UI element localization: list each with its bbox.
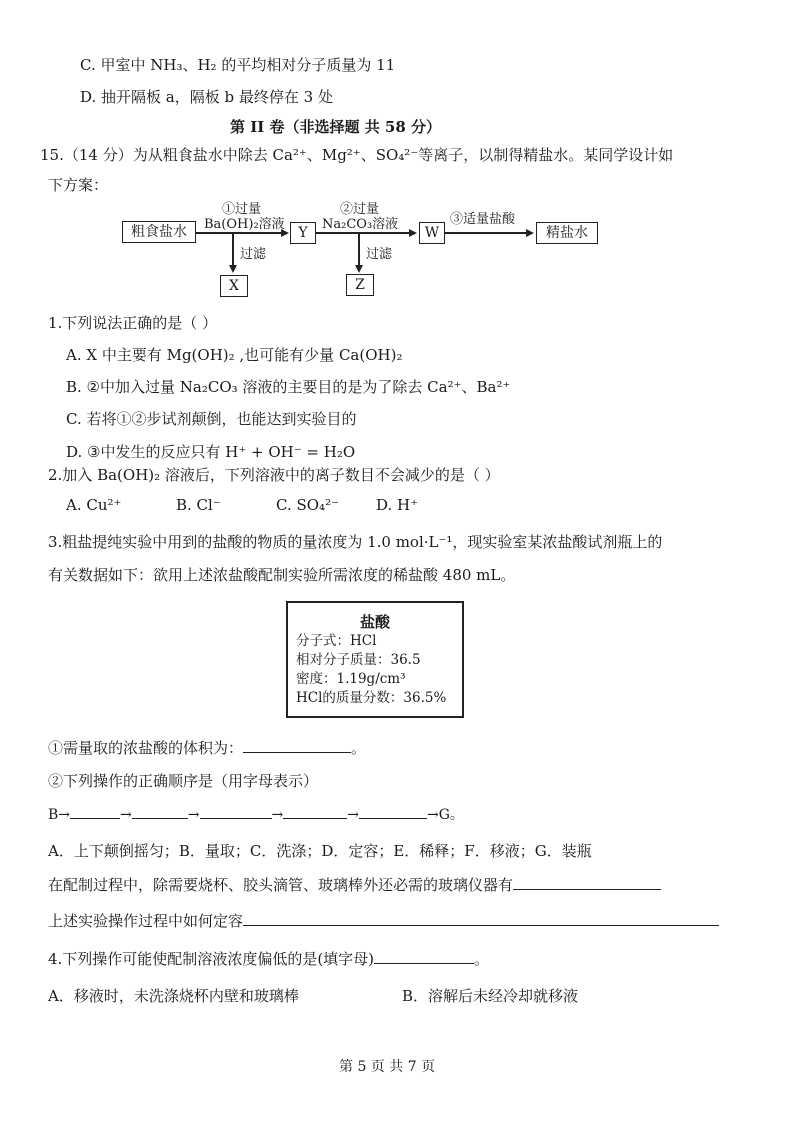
q4-stem-end: 。 — [474, 950, 490, 968]
prev-option-c: C. 甲室中 NH₃、H₂ 的平均相对分子质量为 11 — [80, 56, 396, 74]
flow-step1-reagent: Ba(OH)₂溶液 — [204, 217, 285, 232]
flow-start-box: 粗食盐水 — [122, 221, 196, 243]
dingrong-line — [48, 910, 719, 931]
flow-arrowhead-3 — [526, 229, 534, 237]
flow-arrowhead-2 — [409, 229, 417, 237]
flow-filter-line-2 — [358, 232, 360, 266]
flow-end-box: 精盐水 — [536, 222, 598, 244]
reagent-label-card — [286, 601, 464, 718]
q4-option-a: A．移液时，未洗涤烧杯内壁和玻璃棒 — [48, 987, 299, 1005]
seq-arrow-1: → — [120, 807, 132, 823]
q1-option-d: D. ③中发生的反应只有 H⁺ + OH⁻ = H₂O — [66, 443, 356, 461]
seq-blank-2[interactable] — [132, 804, 188, 819]
seq-end: →G。 — [426, 807, 464, 823]
flow-arrow-2 — [316, 232, 410, 234]
label-density: 密度：1.19g/cm³ — [296, 671, 406, 687]
seq-start: B→ — [48, 807, 71, 823]
seq-arrow-3: → — [271, 807, 284, 823]
dingrong-blank[interactable] — [243, 911, 719, 926]
q4-stem: 4.下列操作可能使配制溶液浓度偏低的是(填字母) — [48, 950, 375, 968]
flow-filter-arrowhead-1 — [229, 265, 237, 273]
q1-stem: 1.下列说法正确的是（ ） — [48, 314, 218, 332]
seq-arrow-4: → — [347, 807, 359, 823]
q4-stem-line — [48, 948, 489, 969]
q1-option-a: A. X 中主要有 Mg(OH)₂ ,也可能有少量 Ca(OH)₂ — [66, 346, 403, 364]
page-footer: 第 5 页 共 7 页 — [339, 1059, 436, 1075]
flow-step1-top: ①过量 — [222, 202, 262, 217]
flow-filter-arrowhead-2 — [355, 265, 363, 273]
q3-stem-line2: 有关数据如下：欲用上述浓盐酸配制实验所需浓度的稀盐酸 480 mL。 — [48, 566, 516, 584]
q2-option-c: C. SO₄²⁻ — [276, 496, 339, 514]
glassware-blank[interactable] — [513, 875, 661, 890]
label-mass-fraction: HCl的质量分数：36.5% — [296, 690, 447, 706]
q3-part2: ②下列操作的正确顺序是（用字母表示） — [48, 772, 319, 790]
flow-y-box: Y — [290, 222, 316, 244]
q1-option-b: B. ②中加入过量 Na₂CO₃ 溶液的主要目的是为了除去 Ca²⁺、Ba²⁺ — [66, 378, 511, 396]
flow-step3-label: ③适量盐酸 — [450, 212, 516, 227]
q3-part1-end: 。 — [351, 739, 367, 757]
flow-filter-label-2: 过滤 — [366, 247, 393, 262]
seq-blank-5[interactable] — [359, 804, 427, 819]
label-title: 盐酸 — [359, 613, 390, 631]
section-title: 第 II 卷（非选择题 共 58 分） — [230, 118, 442, 136]
q4-blank[interactable] — [374, 949, 474, 964]
label-molar-mass: 相对分子质量：36.5 — [296, 652, 421, 668]
flow-arrow-1 — [196, 232, 282, 234]
q15-stem-line2: 下方案： — [48, 176, 109, 194]
q2-option-a: A. Cu²⁺ — [66, 496, 122, 514]
operations-list: A．上下颠倒摇匀；B．量取；C．洗涤；D．定容；E．稀释；F．移液；G．装瓶 — [48, 842, 592, 860]
glassware-text: 在配制过程中，除需要烧杯、胶头滴管、玻璃棒外还必需的玻璃仪器有 — [48, 876, 514, 894]
q1-option-c: C. 若将①②步试剂颠倒，也能达到实验目的 — [66, 410, 357, 428]
flow-x-box: X — [220, 275, 248, 297]
glassware-line — [48, 874, 661, 895]
q3-stem-line1: 3.粗盐提纯实验中用到的盐酸的物质的量浓度为 1.0 mol·L⁻¹，现实验室某浓盐酸试剂瓶上的 — [48, 533, 663, 551]
dingrong-text: 上述实验操作过程中如何定容 — [48, 912, 244, 930]
seq-blank-1[interactable] — [70, 804, 120, 819]
flow-w-box: W — [419, 222, 445, 244]
q4-option-b: B．溶解后未经冷却就移液 — [402, 987, 579, 1005]
q15-stem-line1: 15.（14 分）为从粗食盐水中除去 Ca²⁺、Mg²⁺、SO₄²⁻等离子，以制得精盐水。某同学设计如 — [40, 146, 674, 164]
flow-z-box: Z — [346, 274, 374, 296]
sequence-row — [48, 804, 464, 824]
prev-option-d: D. 抽开隔板 a，隔板 b 最终停在 3 处 — [80, 88, 333, 106]
q2-option-d: D. H⁺ — [376, 496, 419, 514]
seq-blank-4[interactable] — [283, 804, 347, 819]
q3-part1-text: ①需量取的浓盐酸的体积为： — [48, 739, 244, 757]
q2-option-b: B. Cl⁻ — [176, 496, 221, 514]
flow-step2-top: ②过量 — [340, 202, 380, 217]
q2-stem: 2.加入 Ba(OH)₂ 溶液后，下列溶液中的离子数目不会减少的是（ ） — [48, 466, 500, 484]
seq-blank-3[interactable] — [200, 804, 272, 819]
seq-arrow-2: → — [187, 807, 200, 823]
flow-step2-reagent: Na₂CO₃溶液 — [322, 217, 399, 232]
flow-filter-label-1: 过滤 — [240, 247, 267, 262]
q3-part1 — [48, 737, 366, 758]
flow-arrow-3 — [445, 232, 527, 234]
label-formula: 分子式：HCl — [296, 633, 377, 649]
q3-part1-blank[interactable] — [243, 738, 351, 753]
flow-filter-line-1 — [232, 232, 234, 266]
